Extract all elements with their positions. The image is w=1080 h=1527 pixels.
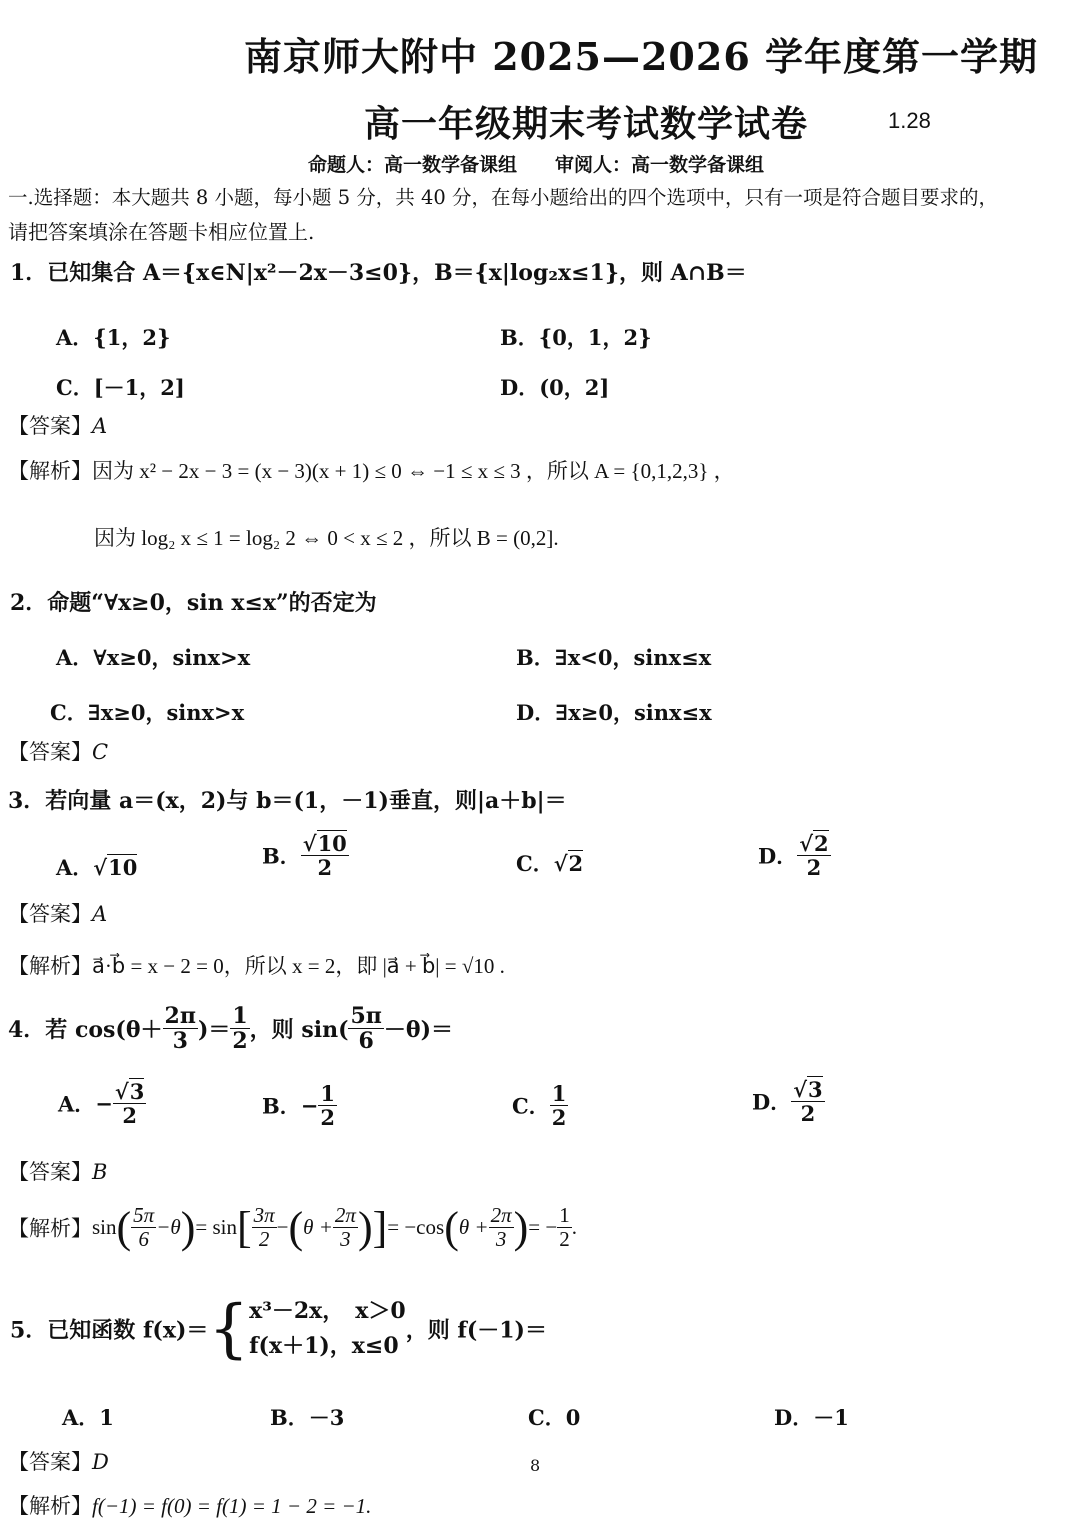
q3-option-a: A．√10 bbox=[56, 855, 138, 880]
stem-text: 5．已知函数 f(x)＝ bbox=[10, 1317, 209, 1344]
sign: − bbox=[300, 1093, 319, 1119]
analysis-text: f(−1) = f(0) = f(1) = 1 − 2 = −1. bbox=[92, 1494, 372, 1518]
page-number: 8 bbox=[530, 1456, 541, 1475]
answer-value: C bbox=[92, 740, 109, 764]
denominator: 3 bbox=[172, 1028, 188, 1055]
q3-answer bbox=[8, 898, 107, 928]
section-intro-line1: 一.选择题：本大题共 8 小题，每小题 5 分，共 40 分，在每小题给出的四个选项中，只有一项是符合题目要求的， bbox=[8, 186, 999, 209]
numerator: 2π bbox=[334, 1202, 356, 1227]
option-label: D． bbox=[758, 843, 798, 869]
q3-option-d: D． $\frac{√2}{2}$ bbox=[758, 831, 829, 881]
q1-option-d: D．(0，2] bbox=[500, 375, 610, 400]
denominator: 3 bbox=[495, 1227, 507, 1251]
q2-answer bbox=[8, 736, 108, 766]
q1-analysis-line2: 因为 log₂ x ≤ 1 = log₂ 2 ⇔ 0 < x ≤ 2 ，所以 B = (0,2]. bbox=[94, 526, 559, 550]
numerator: 2π bbox=[164, 1003, 196, 1029]
answer-value: B bbox=[92, 1160, 108, 1184]
stem-text: ，则 sin( bbox=[249, 1017, 349, 1044]
q5-option-d: D．－1 bbox=[774, 1405, 849, 1430]
analysis-text: 因为 x² − 2x − 3 = (x − 3)(x + 1) ≤ 0 ⇔ −1 ≤ x ≤ 3 ，所以 A = {0,1,2,3} ， bbox=[92, 459, 735, 483]
exam-title-line1: 南京师大附中 2025—2026 学年度第一学期 bbox=[244, 34, 1038, 79]
option-label: B． bbox=[262, 843, 301, 869]
denominator: 2 bbox=[551, 1105, 567, 1131]
numerator: 5π bbox=[350, 1003, 382, 1029]
q4-analysis: 【解析】sin( $\frac{5\pi}{6}$ −θ)= sin[ $\frac{3\pi}{2}$ −(θ + $\frac{2\pi}{3}$ )]= −cos(θ + $\frac{2\pi}{3}$ )= − $\frac{1}{2}$ . bbox=[8, 1202, 577, 1252]
exam-authors: 命题人：高一数学备课组 审阅人：高一数学备课组 bbox=[308, 154, 765, 176]
q1-option-b: B．{0，1，2} bbox=[500, 325, 652, 350]
q3-option-c: C．√2 bbox=[516, 851, 584, 876]
analysis-text: = − bbox=[528, 1215, 558, 1239]
denominator: 2 bbox=[320, 1105, 335, 1131]
numerator: 1 bbox=[320, 1081, 335, 1106]
answer-label: 【答案】 bbox=[8, 1160, 92, 1184]
denominator: 2 bbox=[258, 1227, 270, 1251]
denominator: 2 bbox=[559, 1227, 570, 1251]
denominator: 3 bbox=[340, 1227, 351, 1251]
analysis-text: −θ bbox=[156, 1215, 181, 1239]
option-label: C． bbox=[512, 1093, 550, 1119]
analysis-label: 【解析】 bbox=[8, 1494, 92, 1518]
option-label: C． bbox=[516, 851, 554, 876]
radicand: 10 bbox=[108, 855, 138, 880]
answer-label: 【答案】 bbox=[8, 740, 92, 764]
q1-answer bbox=[8, 410, 107, 440]
answer-value: A bbox=[92, 902, 108, 926]
analysis-text: . bbox=[571, 1215, 577, 1239]
numerator: 1 bbox=[551, 1081, 567, 1106]
radicand: 10 bbox=[317, 831, 347, 856]
q4-option-d: D． $\frac{√3}{2}$ bbox=[752, 1077, 823, 1127]
piecewise-case-2: f(x＋1)，x≤0 bbox=[249, 1333, 399, 1359]
question-1-stem: 1．已知集合 A＝{x∈N|x²－2x－3≤0}，B＝{x|log₂x≤1}，则 A∩B＝ bbox=[10, 260, 747, 286]
exam-title-line2: 高一年级期末考试数学试卷 bbox=[364, 103, 809, 145]
numerator: 2π bbox=[490, 1202, 512, 1227]
q5-option-b: B．－3 bbox=[270, 1405, 345, 1430]
radicand: 2 bbox=[814, 831, 829, 856]
analysis-label: 【解析】 bbox=[8, 459, 92, 483]
q4-option-c bbox=[512, 1082, 568, 1129]
analysis-text: θ + bbox=[303, 1215, 333, 1239]
analysis-label: 【解析】 bbox=[8, 1216, 92, 1241]
analysis-text: − bbox=[276, 1215, 289, 1239]
q5-option-c: C．0 bbox=[528, 1405, 581, 1430]
q4-option-b bbox=[262, 1082, 337, 1129]
answer-value: A bbox=[92, 414, 108, 438]
denominator: 6 bbox=[358, 1028, 374, 1055]
question-2-stem: 2．命题“∀x≥0，sin x≤x”的否定为 bbox=[10, 590, 377, 616]
q4-option-a: A．− $\frac{√3}{2}$ bbox=[58, 1079, 145, 1129]
q1-option-a: A．{1，2} bbox=[56, 325, 171, 350]
piecewise-case-1: x³－2x， x＞0 bbox=[249, 1297, 406, 1324]
denominator: 6 bbox=[138, 1227, 149, 1251]
q4-answer bbox=[8, 1156, 107, 1186]
denominator: 2 bbox=[806, 855, 822, 881]
q5-answer bbox=[8, 1446, 109, 1476]
q5-option-a: A．1 bbox=[62, 1405, 114, 1430]
q1-option-c: C．[－1，2] bbox=[56, 375, 185, 400]
answer-label: 【答案】 bbox=[8, 414, 92, 438]
option-label: B． bbox=[262, 1093, 301, 1119]
numerator: 1 bbox=[232, 1003, 248, 1029]
denominator: 2 bbox=[317, 855, 333, 881]
option-label: A． bbox=[58, 1091, 96, 1117]
radicand: 2 bbox=[568, 851, 584, 876]
section-intro-line2: 请把答案填涂在答题卡相应位置上. bbox=[8, 220, 315, 244]
answer-label: 【答案】 bbox=[8, 902, 92, 926]
question-5-stem: 5．已知函数 f(x)＝{ x³－2x， x＞0 f(x＋1)，x≤0 ，则 f(－1)＝ bbox=[10, 1292, 547, 1366]
analysis-text: θ + bbox=[458, 1215, 489, 1239]
q3-option-b: B． $\frac{√10}{2}$ bbox=[262, 831, 347, 881]
q1-analysis-line1 bbox=[8, 455, 735, 485]
q2-option-a: A．∀x≥0，sinx>x bbox=[56, 645, 251, 670]
sign: − bbox=[95, 1091, 113, 1117]
stem-text: )＝ bbox=[197, 1017, 231, 1044]
q2-option-b: B．∃x<0，sinx≤x bbox=[516, 645, 712, 670]
stem-text: －θ)＝ bbox=[383, 1017, 453, 1044]
numerator: 3π bbox=[253, 1202, 275, 1227]
q5-analysis bbox=[8, 1490, 371, 1520]
q2-option-c: C．∃x≥0，sinx>x bbox=[50, 700, 245, 725]
q3-analysis bbox=[8, 950, 505, 980]
radicand: 3 bbox=[129, 1079, 145, 1104]
option-label: A． bbox=[56, 855, 94, 880]
radicand: 3 bbox=[808, 1077, 823, 1102]
q2-option-d: D．∃x≥0，sinx≤x bbox=[516, 700, 712, 725]
answer-label: 【答案】 bbox=[8, 1450, 92, 1474]
numerator: 5π bbox=[133, 1202, 155, 1227]
denominator: 2 bbox=[800, 1101, 816, 1127]
stem-text: ，则 f(－1)＝ bbox=[405, 1317, 547, 1344]
stem-text: 4．若 cos(θ＋ bbox=[8, 1017, 163, 1044]
answer-value: D bbox=[92, 1450, 109, 1474]
denominator: 2 bbox=[122, 1103, 137, 1129]
analysis-text: a⃗·b⃗ = x − 2 = 0，所以 x = 2，即 |a⃗ + b⃗| = √10 . bbox=[92, 954, 505, 978]
analysis-text: = −cos bbox=[387, 1215, 445, 1239]
analysis-text: sin bbox=[92, 1215, 117, 1239]
question-4-stem bbox=[8, 1004, 453, 1053]
exam-date: 1.28 bbox=[888, 108, 931, 133]
analysis-label: 【解析】 bbox=[8, 954, 92, 978]
denominator: 2 bbox=[232, 1028, 248, 1055]
option-label: D． bbox=[752, 1089, 792, 1115]
analysis-text: = sin bbox=[195, 1215, 237, 1239]
numerator: 1 bbox=[559, 1202, 570, 1227]
question-3-stem: 3．若向量 a＝(x，2)与 b＝(1，－1)垂直，则|a＋b|＝ bbox=[8, 788, 567, 814]
